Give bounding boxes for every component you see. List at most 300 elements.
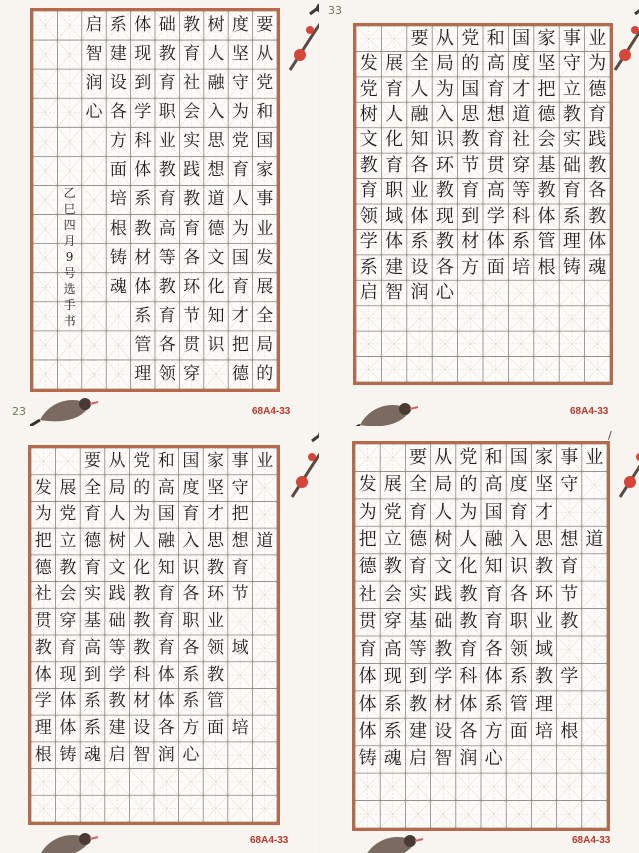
character: 魂 [383,748,402,770]
character: 体 [385,231,404,253]
character: 各 [182,637,200,658]
character: 为 [588,53,607,75]
character: 事 [256,189,274,210]
character: 现 [383,666,402,688]
corner-mark: 23 [12,405,26,418]
character: 各 [109,102,127,123]
signature-character: 四 [63,218,76,233]
character: 德 [537,103,556,125]
character: 为 [459,501,478,523]
character: 会 [537,129,556,151]
character: 党 [231,131,249,152]
character: 系 [83,717,101,738]
character: 节 [461,154,480,176]
character: 党 [459,446,478,468]
calligraphy-sheet-4 [320,427,639,853]
character: 把 [231,504,249,525]
character: 领 [359,205,378,227]
character: 理 [34,717,52,738]
character: 础 [108,611,126,632]
character: 理 [562,231,581,253]
character: 教 [134,218,152,239]
character: 系 [383,693,402,715]
character: 人 [385,103,404,125]
character: 系 [383,720,402,742]
character: 德 [83,530,101,551]
character: 教 [133,637,151,658]
character: 教 [359,154,378,176]
character: 德 [358,556,377,578]
character: 把 [34,530,52,551]
character: 识 [435,129,454,151]
character: 育 [459,638,478,660]
character: 为 [34,504,52,525]
character: 启 [85,15,103,36]
character: 到 [83,664,101,685]
character: 才 [534,501,553,523]
character: 思 [206,530,224,551]
character: 设 [109,73,127,94]
character: 科 [512,205,531,227]
character: 要 [410,27,429,49]
character: 业 [256,218,274,239]
character: 全 [256,305,274,326]
character: 育 [486,129,505,151]
character: 把 [231,334,249,355]
character: 事 [562,27,581,49]
character: 把 [358,528,377,550]
character: 展 [256,276,274,297]
character: 育 [408,501,427,523]
character: 教 [408,693,427,715]
character: 想 [207,160,225,181]
character: 度 [231,15,249,36]
calligraphy-sheet-1 [0,0,319,426]
character: 坚 [231,44,249,65]
character: 树 [207,15,225,36]
character: 各 [183,247,201,268]
character: 业 [410,180,429,202]
character: 的 [461,53,480,75]
character: 域 [534,638,553,660]
character: 教 [133,611,151,632]
character: 人 [434,501,453,523]
signature-character: 乙 [63,186,76,201]
signature-character: 巳 [63,202,76,217]
signature-character: 手 [63,298,76,313]
character: 教 [588,154,607,176]
character: 人 [459,528,478,550]
character: 立 [59,530,77,551]
character: 局 [435,53,454,75]
character: 系 [109,15,127,36]
character: 润 [157,744,175,765]
character: 为 [231,218,249,239]
character: 建 [108,717,126,738]
character: 系 [134,189,152,210]
character: 育 [408,556,427,578]
character: 教 [534,556,553,578]
character: 教 [461,129,480,151]
character: 会 [383,583,402,605]
character: 科 [134,131,152,152]
character: 穿 [512,154,531,176]
character: 理 [134,363,152,384]
character: 化 [133,557,151,578]
character: 国 [484,501,503,523]
character: 教 [158,160,176,181]
character: 学 [108,664,126,685]
character: 教 [183,15,201,36]
character: 立 [383,528,402,550]
character: 方 [109,131,127,152]
character: 育 [231,160,249,181]
character: 国 [256,131,274,152]
character: 育 [359,180,378,202]
character: 领 [509,638,528,660]
character: 从 [108,450,126,471]
character: 知 [157,557,175,578]
character: 育 [183,44,201,65]
character: 智 [385,281,404,303]
character: 智 [434,748,453,770]
character: 体 [358,693,377,715]
character: 事 [560,446,579,468]
character: 发 [256,247,274,268]
character: 体 [537,205,556,227]
character: 面 [486,256,505,278]
character: 度 [509,474,528,496]
character: 教 [434,638,453,660]
grid-paper [352,441,610,831]
character: 业 [256,450,274,471]
character: 体 [157,664,175,685]
character: 材 [461,231,480,253]
character: 德 [34,557,52,578]
character: 度 [512,53,531,75]
character: 面 [109,160,127,181]
character: 方 [461,256,480,278]
character: 育 [588,103,607,125]
character: 化 [459,556,478,578]
character: 要 [83,450,101,471]
character: 和 [484,446,503,468]
signature-character: 号 [63,266,76,281]
character: 启 [108,744,126,765]
character: 系 [359,256,378,278]
character: 思 [461,103,480,125]
character: 面 [206,717,224,738]
character: 系 [182,664,200,685]
character: 想 [486,103,505,125]
character: 心 [182,744,200,765]
character: 各 [435,256,454,278]
character: 德 [408,528,427,550]
character: 社 [358,583,377,605]
character: 育 [83,504,101,525]
character: 到 [408,666,427,688]
character: 道 [207,189,225,210]
character: 坚 [206,477,224,498]
character: 培 [231,717,249,738]
character: 事 [231,450,249,471]
character: 管 [537,231,556,253]
character: 体 [134,15,152,36]
character: 守 [560,474,579,496]
character: 识 [182,557,200,578]
character: 体 [484,666,503,688]
plum-branch-bird-decoration [282,427,319,507]
character: 环 [206,584,224,605]
character: 树 [108,530,126,551]
grid-paper [30,8,280,392]
character: 道 [256,530,274,551]
character: 展 [385,53,404,75]
character: 业 [534,611,553,633]
character: 设 [133,717,151,738]
character: 设 [410,256,429,278]
character: 节 [560,583,579,605]
character: 启 [408,748,427,770]
character: 国 [231,247,249,268]
character: 坚 [537,53,556,75]
character: 才 [206,504,224,525]
character: 各 [182,584,200,605]
character: 化 [207,276,225,297]
character: 思 [534,528,553,550]
character: 贯 [358,611,377,633]
character: 教 [562,103,581,125]
character: 管 [134,334,152,355]
character: 育 [59,637,77,658]
character: 润 [459,748,478,770]
character: 系 [410,231,429,253]
character: 党 [133,450,151,471]
character: 各 [509,583,528,605]
character: 会 [59,584,77,605]
signature-character: 书 [63,314,76,329]
character: 穿 [59,611,77,632]
character: 魂 [588,256,607,278]
character: 业 [158,131,176,152]
character: 育 [484,583,503,605]
character: 文 [359,129,378,151]
character: 现 [134,44,152,65]
character: 培 [512,256,531,278]
character: 家 [537,27,556,49]
calligraphy-sheet-3 [0,427,319,853]
character: 职 [182,611,200,632]
character: 教 [534,666,553,688]
character: 建 [109,44,127,65]
character: 到 [134,73,152,94]
character: 到 [461,205,480,227]
character: 党 [59,504,77,525]
character: 的 [459,474,478,496]
plum-branch-bird-decoration [610,427,639,507]
character: 体 [358,666,377,688]
character: 育 [562,180,581,202]
character: 系 [134,305,152,326]
character: 启 [359,281,378,303]
character: 知 [484,556,503,578]
character: 育 [182,504,200,525]
paper-code: 68A4-33 [572,835,611,846]
paper-code: 68A4-33 [570,406,609,417]
character: 穿 [383,611,402,633]
character: 培 [109,189,127,210]
bird-on-branch-decoration [355,817,455,853]
character: 系 [484,693,503,715]
character: 为 [435,78,454,100]
character: 魂 [109,276,127,297]
paper-code: 68A4-33 [250,835,289,846]
character: 家 [256,160,274,181]
character: 业 [585,446,604,468]
character: 管 [509,693,528,715]
character: 面 [509,720,528,742]
character: 学 [434,666,453,688]
character: 和 [157,450,175,471]
character: 体 [134,160,152,181]
character: 道 [585,528,604,550]
character: 础 [562,154,581,176]
bird-on-branch-decoration [350,385,450,426]
character: 育 [385,78,404,100]
character: 局 [256,334,274,355]
character: 人 [133,530,151,551]
character: 育 [509,501,528,523]
character: 德 [207,218,225,239]
character: 领 [158,363,176,384]
character: 国 [157,504,175,525]
character: 家 [206,450,224,471]
character: 理 [534,693,553,715]
character: 树 [434,528,453,550]
character: 学 [34,691,52,712]
calligraphy-sheet-2 [320,0,639,426]
character: 育 [231,276,249,297]
character: 高 [158,218,176,239]
character: 知 [410,129,429,151]
character: 系 [562,205,581,227]
character: 教 [588,205,607,227]
character: 入 [182,530,200,551]
character: 等 [108,637,126,658]
character: 入 [207,102,225,123]
character: 育 [158,305,176,326]
character: 体 [59,691,77,712]
character: 润 [410,281,429,303]
character: 家 [534,446,553,468]
character: 道 [512,103,531,125]
character: 育 [484,611,503,633]
character: 环 [534,583,553,605]
grid-paper [353,23,613,385]
character: 融 [157,530,175,551]
character: 培 [534,720,553,742]
character: 教 [158,44,176,65]
character: 科 [133,664,151,685]
character: 和 [486,27,505,49]
character: 思 [207,131,225,152]
character: 材 [434,693,453,715]
character: 教 [133,584,151,605]
character: 育 [358,638,377,660]
character: 文 [108,557,126,578]
paper-code: 68A4-33 [252,406,291,417]
character: 高 [83,637,101,658]
character: 教 [383,556,402,578]
character: 现 [59,664,77,685]
character: 育 [157,637,175,658]
character: 社 [512,129,531,151]
character: 的 [133,477,151,498]
character: 文 [434,556,453,578]
character: 学 [560,666,579,688]
character: 穿 [183,363,201,384]
character: 业 [588,27,607,49]
character: 育 [158,73,176,94]
character: 识 [509,556,528,578]
character: 领 [206,637,224,658]
corner-mark: / [608,429,612,442]
character: 教 [435,231,454,253]
character: 想 [231,530,249,551]
character: 展 [383,474,402,496]
character: 育 [461,180,480,202]
grid-paper [28,445,280,825]
character: 各 [158,334,176,355]
character: 育 [183,218,201,239]
character: 建 [408,720,427,742]
character: 基 [83,611,101,632]
character: 根 [537,256,556,278]
character: 入 [435,103,454,125]
character: 度 [182,477,200,498]
character: 树 [359,103,378,125]
character: 育 [83,557,101,578]
character: 和 [256,102,274,123]
character: 化 [385,129,404,151]
character: 础 [158,15,176,36]
bird-on-branch-decoration [30,380,120,426]
character: 立 [562,78,581,100]
character: 党 [256,73,274,94]
character: 践 [588,129,607,151]
signature-character: 选 [63,282,76,297]
character: 心 [435,281,454,303]
character: 国 [509,446,528,468]
character: 党 [461,27,480,49]
character: 入 [509,528,528,550]
character: 人 [108,504,126,525]
character: 从 [256,44,274,65]
character: 节 [231,584,249,605]
character: 育 [486,78,505,100]
character: 体 [588,231,607,253]
character: 教 [206,664,224,685]
character: 体 [486,231,505,253]
character: 智 [85,44,103,65]
character: 智 [133,744,151,765]
character: 知 [207,305,225,326]
character: 实 [408,583,427,605]
character: 德 [588,78,607,100]
character: 国 [461,78,480,100]
character: 的 [256,363,274,384]
character: 贯 [486,154,505,176]
